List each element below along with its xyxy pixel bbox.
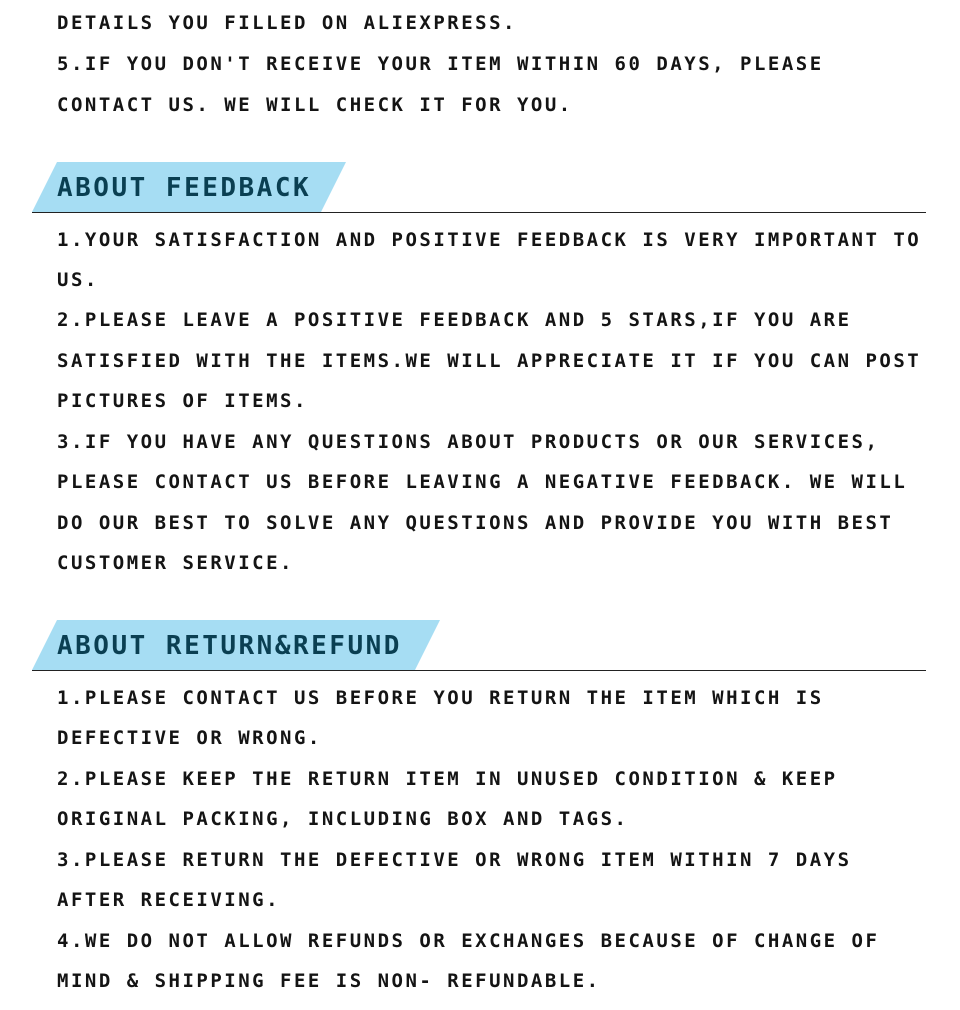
feedback-line: DO OUR BEST TO SOLVE ANY QUESTIONS AND PROVIDE YOU WITH BEST <box>57 512 894 534</box>
feedback-line: US. <box>57 269 99 291</box>
intro-line: 5.IF YOU DON'T RECEIVE YOUR ITEM WITHIN 60 DAYS, PLEASE <box>57 53 824 75</box>
refund-line: 3.PLEASE RETURN THE DEFECTIVE OR WRONG ITEM WITHIN 7 DAYS <box>57 849 852 871</box>
feedback-line: PLEASE CONTACT US BEFORE LEAVING A NEGATIVE FEEDBACK. WE WILL <box>57 471 908 493</box>
intro-line: CONTACT US. WE WILL CHECK IT FOR YOU. <box>57 94 573 116</box>
feedback-line: SATISFIED WITH THE ITEMS.WE WILL APPRECIATE IT IF YOU CAN POST <box>57 350 922 372</box>
refund-line: 4.WE DO NOT ALLOW REFUNDS OR EXCHANGES BECAUSE OF CHANGE OF <box>57 930 880 952</box>
refund-line: 2.PLEASE KEEP THE RETURN ITEM IN UNUSED CONDITION & KEEP <box>57 768 838 790</box>
feedback-line: 1.YOUR SATISFACTION AND POSITIVE FEEDBACK IS VERY IMPORTANT TO <box>57 229 922 251</box>
feedback-line: CUSTOMER SERVICE. <box>57 552 294 574</box>
refund-divider <box>32 670 926 671</box>
refund-line: 1.PLEASE CONTACT US BEFORE YOU RETURN THE ITEM WHICH IS <box>57 687 824 709</box>
intro-line: DETAILS YOU FILLED ON ALIEXPRESS. <box>57 12 517 34</box>
feedback-line: 2.PLEASE LEAVE A POSITIVE FEEDBACK AND 5 STARS,IF YOU ARE <box>57 309 852 331</box>
feedback-divider <box>32 212 926 213</box>
refund-line: MIND & SHIPPING FEE IS NON- REFUNDABLE. <box>57 970 601 992</box>
feedback-heading-title: ABOUT FEEDBACK <box>57 173 312 203</box>
feedback-line: PICTURES OF ITEMS. <box>57 390 308 412</box>
refund-heading-title: ABOUT RETURN&REFUND <box>57 631 402 661</box>
feedback-line: 3.IF YOU HAVE ANY QUESTIONS ABOUT PRODUCTS OR OUR SERVICES, <box>57 431 880 453</box>
refund-line: ORIGINAL PACKING, INCLUDING BOX AND TAGS. <box>57 808 629 830</box>
refund-line: AFTER RECEIVING. <box>57 889 281 911</box>
refund-line: DEFECTIVE OR WRONG. <box>57 727 322 749</box>
